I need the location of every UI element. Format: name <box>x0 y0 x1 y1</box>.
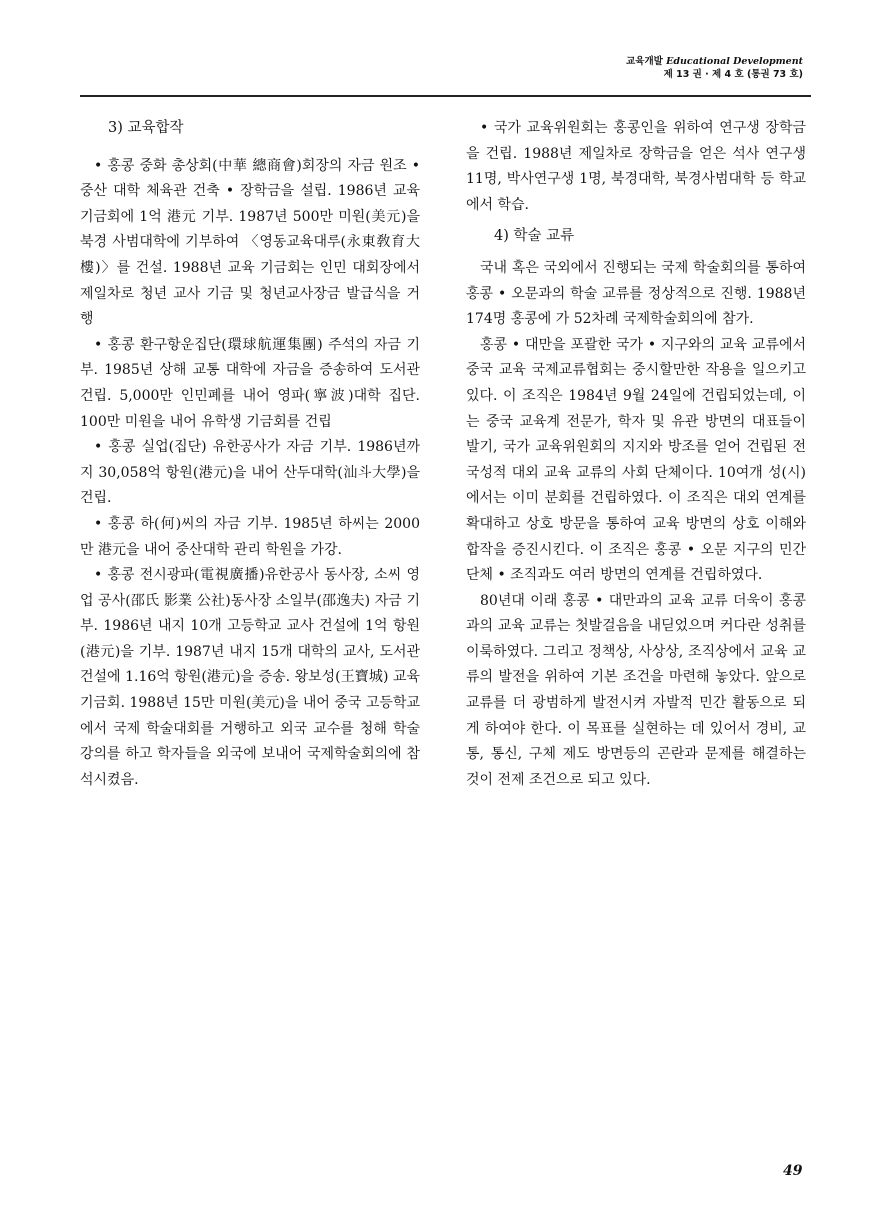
header-rule <box>80 95 811 97</box>
right-paragraph: 홍콩 • 대만을 포괄한 국가 • 지구와의 교육 교류에서 중국 교육 국제교류협회는 중시할만한 작용을 일으키고 있다. 이 조직은 1984년 9월 24일에 건립되었는데, 이는 중국 교육계 전문가, 학자 및 유관 방면의 대표들이 발기, 국가 교육위원회의 지지와 방조를 얻어 건립된 전국성적 대외 교육 교류의 사회 단체이다. 10여개 성(시)에서는 이미 분회를 건립하였다. 이 조직은 대외 연계를 확대하고 상호 방문을 통하여 교육 방면의 상호 이해와 합작을 증진시킨다. 이 조직은 홍콩 • 오문 지구의 민간 단체 • 조직과도 여러 방면의 연계를 건립하였다. <box>466 336 806 584</box>
right-column <box>466 116 806 793</box>
journal-title-kr: 교육개발 <box>626 56 663 67</box>
journal-title-en: Educational Development <box>666 56 803 67</box>
left-column <box>80 116 420 793</box>
section-heading-academic-exchange: 4) 학술 교류 <box>494 228 575 245</box>
left-paragraph: • 홍콩 중화 총상회(中華 總商會)회장의 자금 원조 • 중산 대학 체육관 건축 • 장학금을 설립. 1986년 교육 기금회에 1억 港元 기부. 1987년 500만 미원(美元)을 북경 사범대학에 기부하여 〈영동교육대루(永東敎育大樓)〉를 건설. 1988년 교육 기금회는 인민 대회장에서 제일차로 청년 교사 기금 및 청년교사장금 발급식을 거행 <box>80 157 420 328</box>
left-paragraph: • 홍콩 전시광파(電視廣播)유한공사 동사장, 소씨 영업 공사(邵氏 影業 公社)동사장 소일부(邵逸夫) 자금 기부. 1986년 내지 10개 고등학교 교사 건설에 1억 항원(港元)을 기부. 1987년 내지 15개 대학의 교사, 도서관 건설에 1.16억 항원(港元)을 증송. 왕보성(王寶城) 교육기금회. 1988년 15만 미원(美元)을 내어 중국 고등학교에서 국제 학술대회를 거행하고 외국 교수를 청해 학술 강의를 하고 학자들을 외국에 보내어 국제학술회의에 참석시켰음. <box>80 567 420 788</box>
page-number: 49 <box>783 1163 803 1179</box>
right-paragraph: 80년대 이래 홍콩 • 대만과의 교육 교류 더욱이 홍콩과의 교육 교류는 첫발걸음을 내딛었으며 커다란 성취를 이룩하였다. 그리고 정책상, 사상상, 조직상에서 교육 교류의 발전을 위하여 기본 조건을 마련해 놓았다. 앞으로 교류를 더 광범하게 발전시켜 자발적 민간 활동으로 되게 하여야 한다. 이 목표를 실현하는 데 있어서 경비, 교통, 통신, 구체 제도 방면등의 곤란과 문제를 해결하는 것이 전제 조건으로 되고 있다. <box>466 592 806 788</box>
left-paragraph: • 홍콩 하(何)씨의 자금 기부. 1985년 하씨는 2000만 港元을 내어 중산대학 관리 학원을 가강. <box>80 515 420 558</box>
section-heading-cooperation: 3) 교육합작 <box>108 120 184 136</box>
left-paragraph: • 홍콩 실업(집단) 유한공사가 자금 기부. 1986년까지 30,058억 항원(港元)을 내어 산두대학(汕斗大學)을 건립. <box>80 439 420 507</box>
issue-info: 제 13 권 · 제 4 호 (통권 73 호) <box>663 69 803 80</box>
journal-title <box>626 55 803 68</box>
running-header <box>626 55 803 81</box>
right-paragraph: 국내 혹은 국외에서 진행되는 국제 학술회의를 통하여 홍콩 • 오문과의 학술 교류를 정상적으로 진행. 1988년 174명 홍콩에 가 52차례 국제학술회의에 참가. <box>466 259 806 328</box>
right-intro-paragraph: • 국가 교육위원회는 홍콩인을 위하여 연구생 장학금을 건립. 1988년 제일차로 장학금을 얻은 석사 연구생 11명, 박사연구생 1명, 북경대학, 북경사범대학 등 학교에서 학습. <box>466 120 806 213</box>
left-paragraph: • 홍콩 환구항운집단(環球航運集團) 주석의 자금 기부. 1985년 상해 교통 대학에 자금을 증송하여 도서관 건립. 5,000만 인민폐를 내어 영파(寧波)대학 집단. 100만 미원을 내어 유학생 기금회를 건립 <box>80 336 420 430</box>
